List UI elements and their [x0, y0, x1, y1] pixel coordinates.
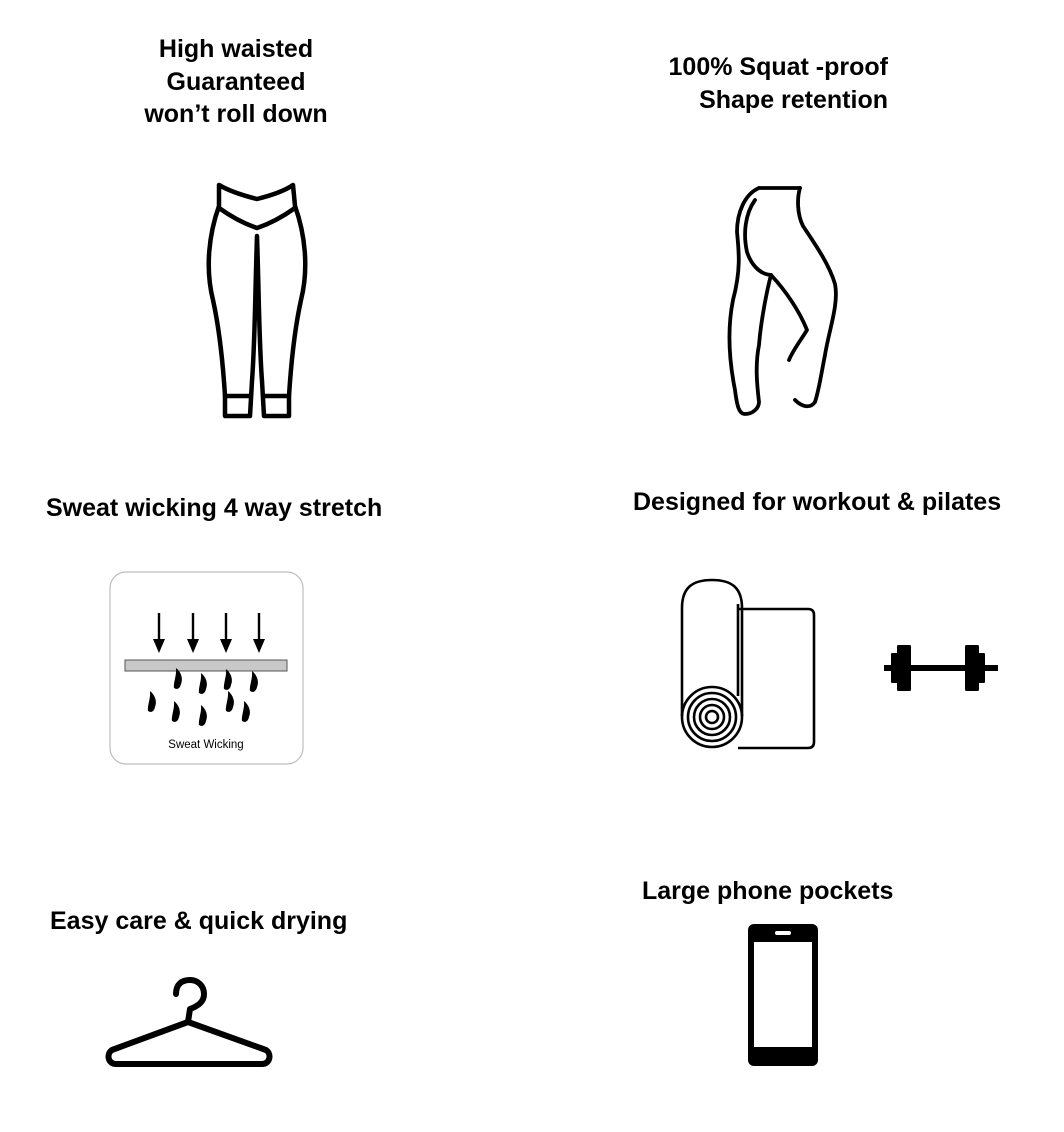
- feature-title-line: Large phone pockets: [642, 877, 894, 905]
- leggings-side-view-icon: [715, 180, 845, 420]
- feature-title-squat-proof: [634, 51, 888, 116]
- feature-title-phone-pockets: [642, 875, 893, 908]
- feature-title-line: Guaranteed: [166, 67, 306, 96]
- feature-title-easy-care: [50, 905, 347, 938]
- dumbbell-icon: [882, 643, 1000, 693]
- feature-title-sweat-wicking: [46, 492, 382, 525]
- feature-title-line: Sweat wicking 4 way stretch: [46, 494, 383, 522]
- feature-title-line: Designed for workout & pilates: [633, 488, 1002, 516]
- smartphone-icon: [746, 922, 820, 1068]
- feature-title-line: 100% Squat -proof: [668, 53, 888, 81]
- feature-title-line: Easy care & quick drying: [50, 907, 348, 935]
- yoga-mat-icon: [678, 576, 818, 752]
- feature-title-high-waisted: [136, 33, 336, 131]
- feature-title-line: High waisted: [158, 35, 314, 63]
- feature-title-line: won’t roll down: [144, 100, 328, 128]
- hanger-icon: [104, 976, 274, 1070]
- feature-title-line: Shape retention: [699, 85, 888, 114]
- high-waist-leggings-icon: [195, 176, 320, 426]
- feature-title-workout-pilates: [633, 486, 1001, 519]
- sweat-wicking-icon: [109, 571, 304, 766]
- sweat-wicking-caption: Sweat Wicking: [168, 739, 244, 751]
